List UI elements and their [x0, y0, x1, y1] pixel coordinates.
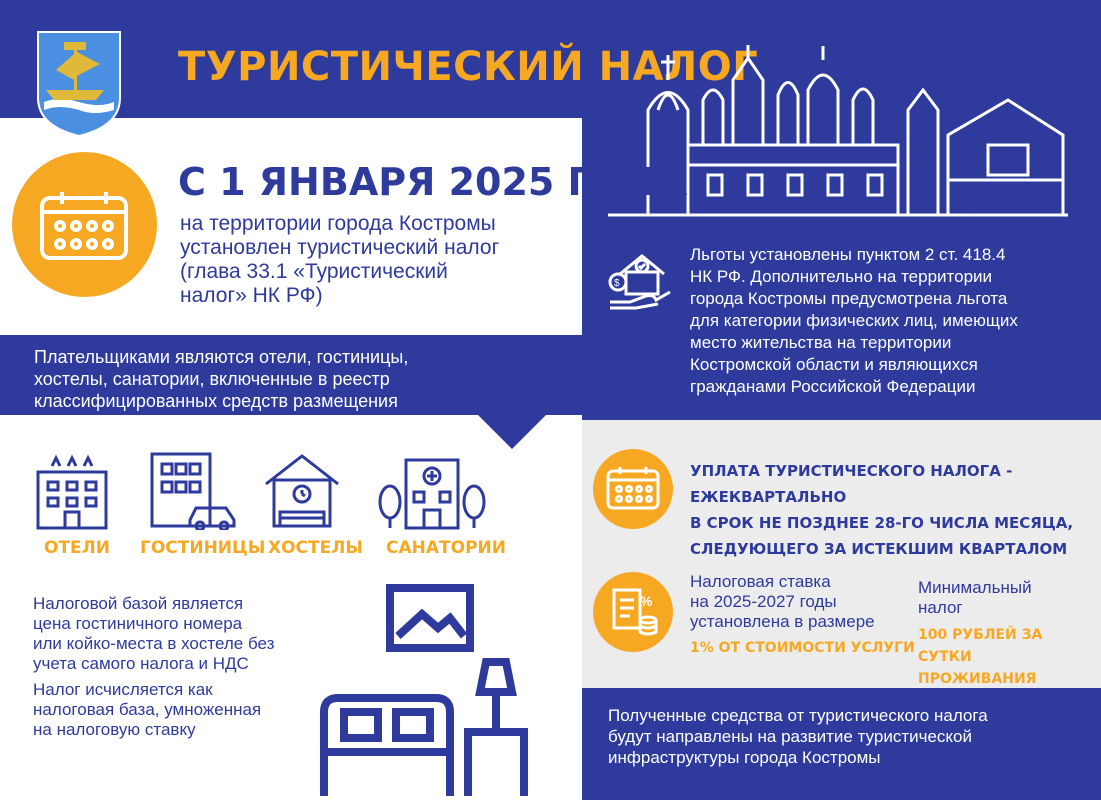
guesthouse-icon: [146, 450, 238, 530]
funds-usage-text: Полученные средства от туристического налога будут направлены на развитие туристической инфраструктуры города Костромы: [608, 706, 988, 767]
tax-base-text: Налоговой базой является цена гостиничного номера или койко-места в хостеле без учета самого налога и НДС: [33, 594, 275, 673]
house-benefit-icon: [606, 246, 676, 312]
calendar-icon: [38, 190, 130, 262]
payment-schedule-text: УПЛАТА ТУРИСТИЧЕСКОГО НАЛОГА - ЕЖЕКВАРТАЛЬНО В СРОК НЕ ПОЗДНЕЕ 28-ГО ЧИСЛА МЕСЯЦА, СЛЕДУЮЩЕГО ЗА ИСТЕКШИМ КВАРТАЛОМ: [690, 462, 1074, 558]
start-date-description: на территории города Костромы установлен туристический налог (глава 33.1 «Туристический налог» НК РФ): [180, 212, 500, 307]
bedroom-icon: [318, 582, 530, 798]
rate-value: 1% ОТ СТОИМОСТИ УСЛУГИ: [690, 640, 915, 656]
rate-label: Налоговая ставка на 2025-2027 годы установлена в размере: [690, 572, 875, 631]
minimum-tax-value: 100 РУБЛЕЙ ЗА СУТКИ ПРОЖИВАНИЯ: [918, 627, 1043, 687]
tax-document-icon: [608, 586, 660, 638]
label-guesthouses: ГОСТИНИЦЫ: [140, 538, 266, 558]
svg-text:%: %: [640, 593, 653, 609]
start-date-heading: С 1 ЯНВАРЯ 2025 ГОДА: [178, 160, 688, 204]
page-title: ТУРИСТИЧЕСКИЙ НАЛОГ: [178, 44, 759, 90]
payment-calendar-icon: [606, 466, 660, 510]
coat-of-arms-icon: [34, 28, 124, 138]
minimum-tax-label: Минимальный налог: [918, 578, 1032, 617]
calculation-text: Налог исчисляется как налоговая база, умноженная на налоговую ставку: [33, 680, 262, 739]
svg-text:$: $: [614, 278, 620, 289]
payers-text: Плательщиками являются отели, гостиницы, хостелы, санатории, включенные в реестр классифицированных средств размещения: [34, 347, 409, 411]
sanatorium-icon: [376, 446, 488, 530]
label-sanatoriums: САНАТОРИИ: [386, 538, 506, 558]
label-hotels: ОТЕЛИ: [44, 538, 111, 558]
benefits-text: Льготы установлены пунктом 2 ст. 418.4 НК РФ. Дополнительно на территории города Костромы предусмотрена льгота для категории физических лиц, имеющих место жительства на территории Костромской области и являющихся гражданами Российской Федерации: [690, 245, 1018, 396]
payers-banner-pointer: [478, 415, 546, 449]
hostel-icon: [262, 450, 342, 530]
hotel-icon: [32, 452, 112, 530]
label-hostels: ХОСТЕЛЫ: [268, 538, 363, 558]
